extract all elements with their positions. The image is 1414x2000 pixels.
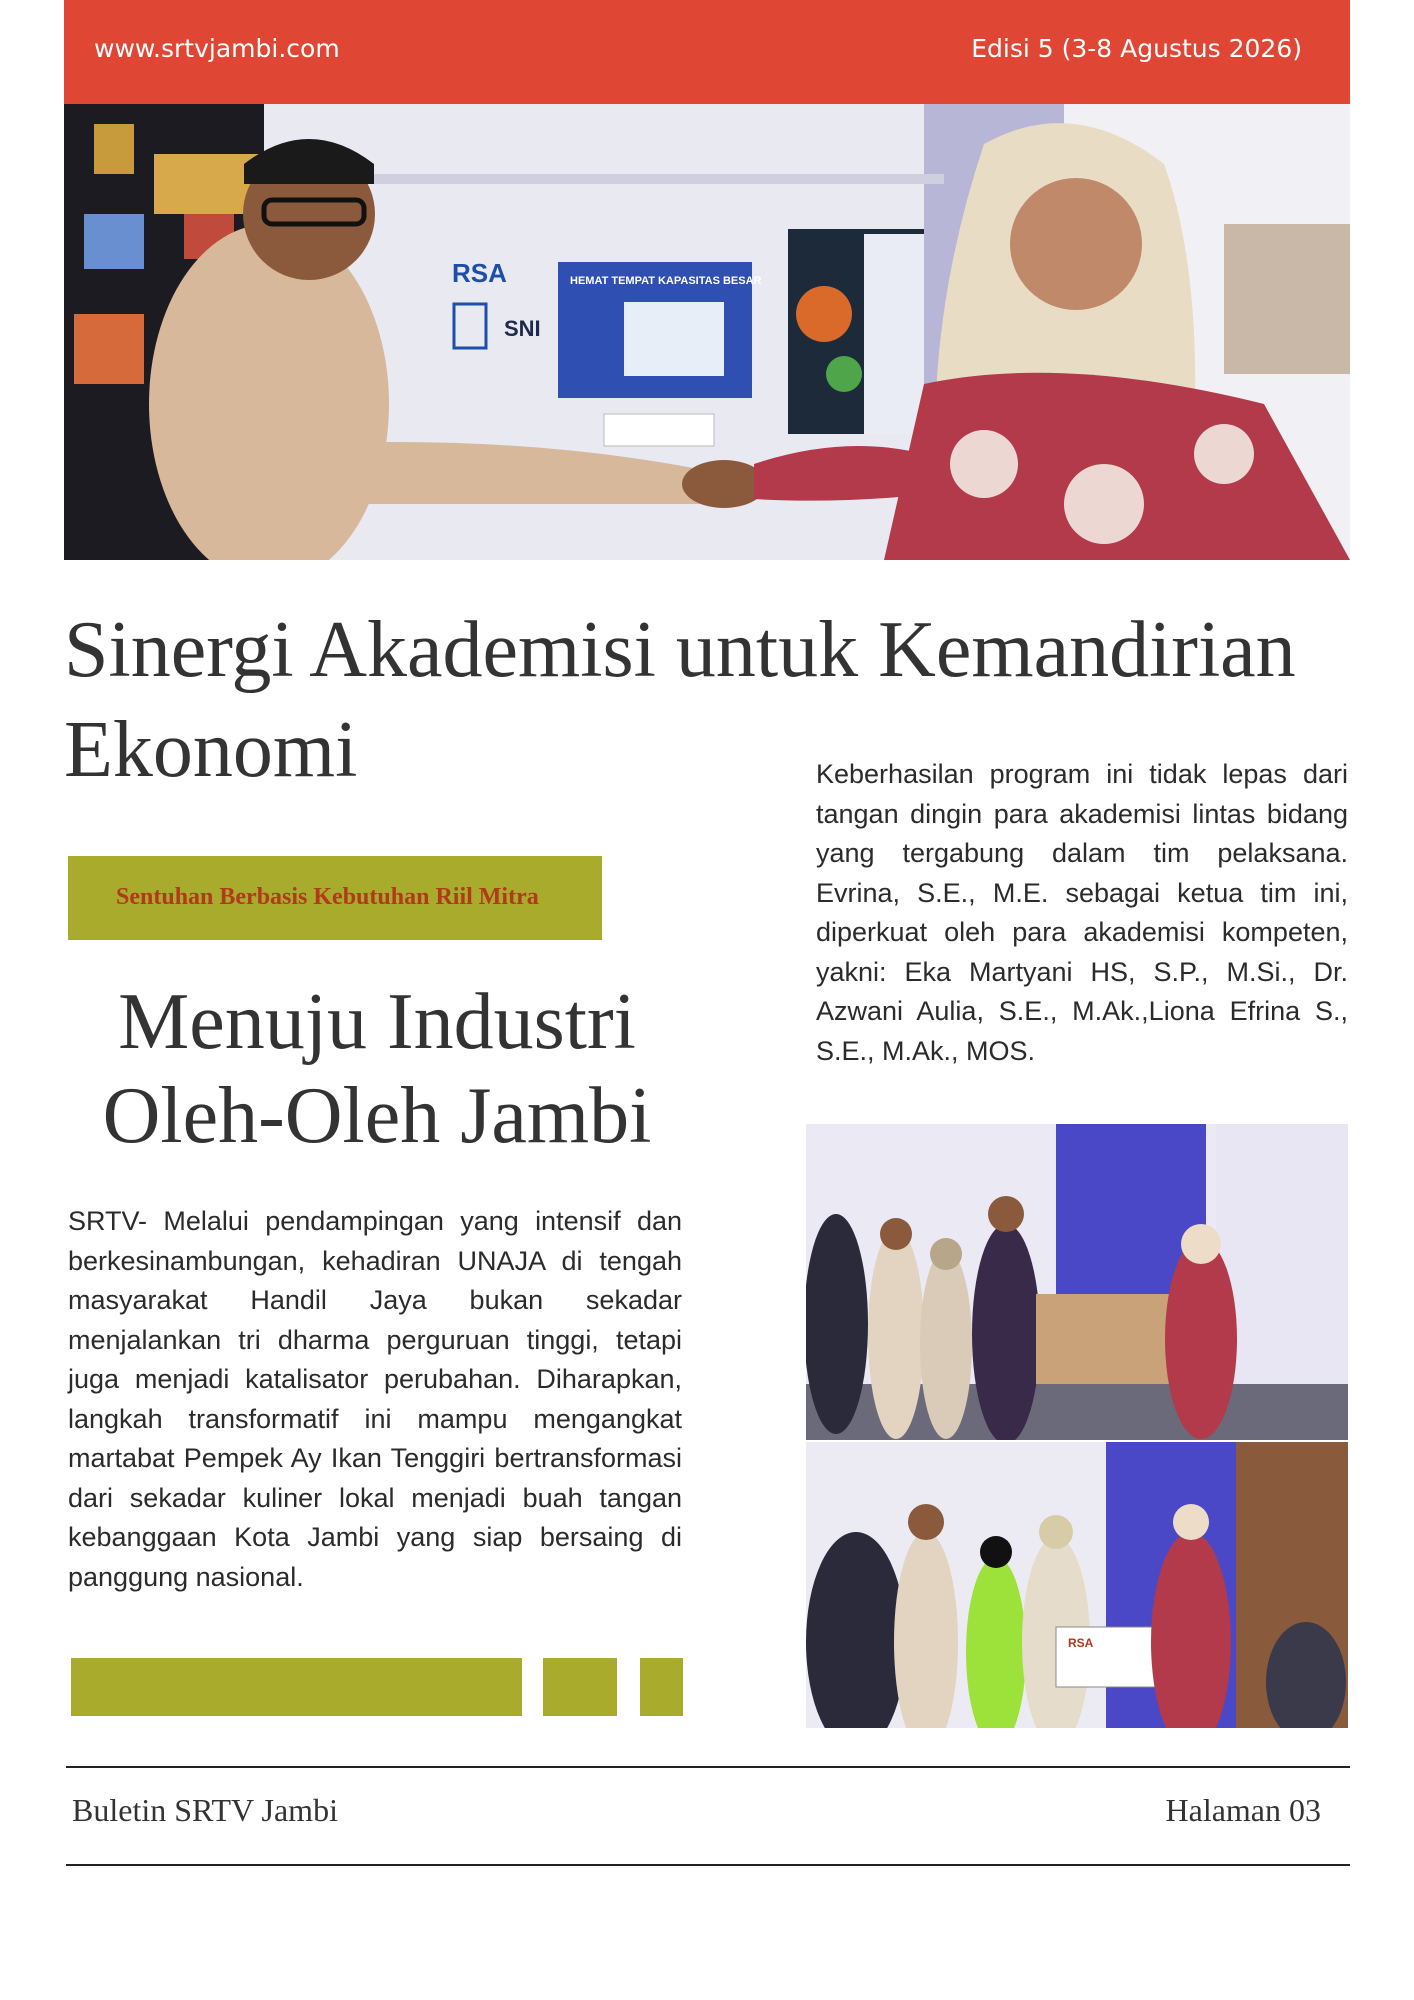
sni-mark-text: SNI <box>504 316 541 341</box>
decorative-bar-small <box>640 1658 683 1716</box>
subtitle-banner <box>68 856 602 940</box>
group-photo <box>806 1442 1348 1728</box>
footer-rule-bottom <box>66 1864 1350 1866</box>
hero-photo <box>64 104 1350 560</box>
footer-rule-top <box>66 1766 1350 1768</box>
header-bar <box>64 0 1350 104</box>
paragraph-right: Keberhasilan program ini tidak lepas dari tangan dingin para akademisi lintas bidang yang tergabung dalam tim pelaksana. Evrina, S.E., M.E. sebagai ketua tim ini, diperkuat oleh para akademisi kompeten, yakni: Eka Martyani HS, S.P., M.Si., Dr. Azwani Aulia, S.E., M.Ak.,Liona Efrina S., S.E., M.Ak., MOS. <box>816 759 1348 1066</box>
poster-heading-text: HEMAT TEMPAT KAPASITAS BESAR <box>570 275 762 287</box>
publication-name: Buletin SRTV Jambi <box>72 1792 338 1828</box>
page-number: Halaman 03 <box>1165 1792 1321 1828</box>
freezer-brand-text: RSA <box>452 258 507 288</box>
decorative-bar-medium <box>543 1658 617 1716</box>
section-heading: Menuju Industri Oleh-Oleh Jambi <box>102 978 652 1160</box>
edition-label: Edisi 5 (3-8 Agustus 2026) <box>971 34 1302 63</box>
box-label-text: RSA <box>1068 1636 1094 1650</box>
handover-photo <box>806 1124 1348 1440</box>
decorative-bar-large <box>71 1658 522 1716</box>
paragraph-left: SRTV- Melalui pendampingan yang intensif dan berkesinambungan, kehadiran UNAJA di tengah masyarakat Handil Jaya bukan sekadar menjalankan tri dharma perguruan tinggi, tetapi juga menjadi katalisator perubahan. Diharapkan, langkah transformatif ini mampu mengangkat martabat Pempek Ay Ikan Tenggiri bertransformasi dari sekadar kuliner lokal menjadi buah tangan kebanggaan Kota Jambi yang siap bersaing di panggung nasional. <box>68 1206 682 1592</box>
website-url[interactable]: www.srtvjambi.com <box>94 34 340 63</box>
article-title: Sinergi Akademisi untuk Kemandirian Ekonomi <box>64 606 1296 794</box>
subtitle-text: Sentuhan Berbasis Kebutuhan Riil Mitra <box>116 884 539 910</box>
